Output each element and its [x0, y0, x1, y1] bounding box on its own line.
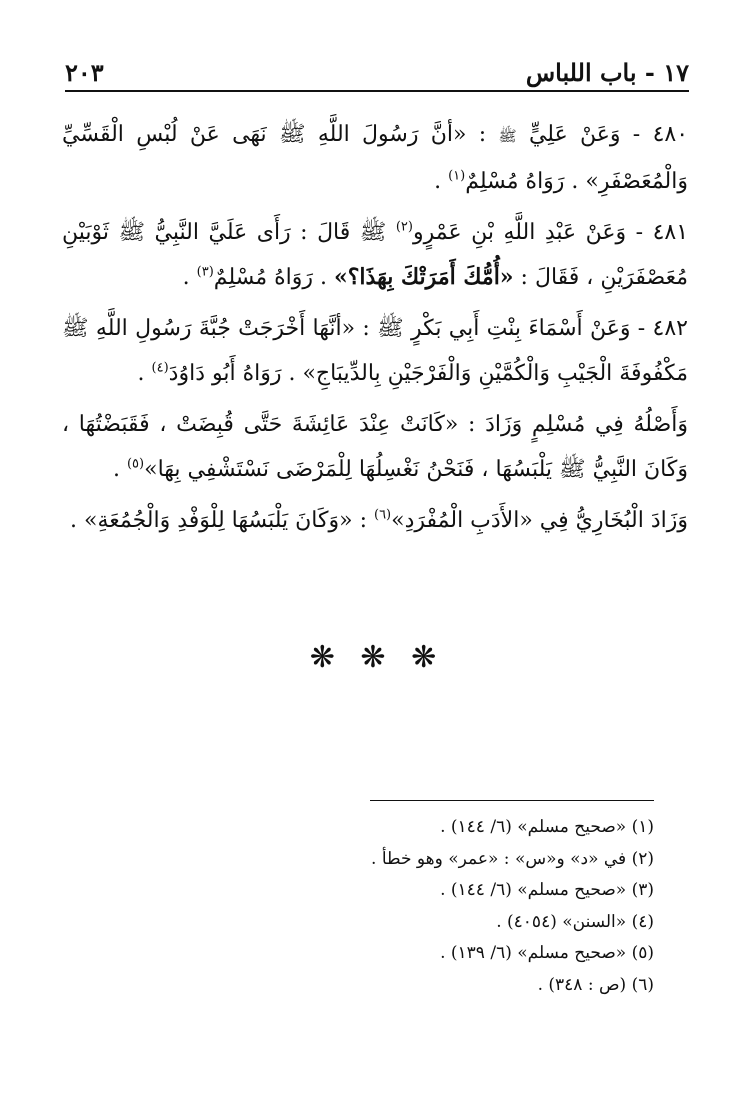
hadith-intro: - وَعَنْ عَبْدِ اللَّهِ بْنِ عَمْرٍو	[412, 220, 653, 245]
hadith-intro: - وَعَنْ أَسْمَاءَ بِنْتِ أَبِي بَكْرٍ ﷺ :	[355, 316, 653, 341]
hadith-text: «أنَّهَا أَخْرَجَتْ جُبَّةَ رَسُولِ اللَّهِ ﷺ مَكْفُوفَةَ الْجَيْبِ وَالْكُمَّيْنِ وَالْفَرْجَيْنِ بِالدِّيبَاجِ» . رَوَاهُ أَبُو دَاوُدَ	[62, 316, 688, 386]
page-number: ٢٠٣	[65, 58, 104, 87]
hadith-end: .	[434, 169, 449, 194]
footnote-ref[interactable]: (٣)	[196, 264, 214, 280]
paragraph-after: : «وَكَانَ يَلْبَسُهَا لِلْوَفْدِ وَالْجُمُعَةِ» .	[70, 508, 374, 533]
footnote-ref[interactable]: (١)	[448, 168, 466, 184]
paragraph-text: وَأَصْلُهُ فِي مُسْلِمٍ وَزَادَ : «كَانَتْ عِنْدَ عَائِشَةَ حَتَّى قُبِضَتْ ، فَقَبَضْتُهَا ، وَكَانَ النَّبِيُّ ﷺ يَلْبَسُهَا ، فَنَحْنُ نَغْسِلُهَا لِلْمَرْضَى نَسْتَشْفِي بِهَا»	[62, 412, 688, 482]
paragraph-text: وَزَادَ الْبُخَارِيُّ فِي «الأَدَبِ الْمُفْرَدِ»	[391, 508, 688, 533]
paragraph-bukhari	[62, 498, 688, 543]
hadith-end: .	[182, 265, 197, 290]
footnote-rule	[370, 800, 654, 801]
hadith-number: ٤٨١	[652, 220, 689, 245]
hadith-number: ٤٨٠	[652, 122, 689, 147]
honorific-seal-icon: ﷺ	[498, 127, 517, 145]
hadith-number: ٤٨٢	[652, 316, 688, 341]
hadith-intro: - وَعَنْ عَلِيٍّ	[516, 122, 653, 147]
header-rule	[65, 90, 689, 92]
footnote-3: (٣) «صحيح مسلم» (٦/ ١٤٤) .	[440, 880, 654, 900]
paragraph-asl	[62, 402, 688, 492]
footnote-ref[interactable]: (٢)	[395, 219, 413, 235]
hadith-text: : «أنَّ رَسُولَ اللَّهِ ﷺ نَهَى عَنْ لُبْسِ الْقَسِّيِّ وَالْمُعَصْفَرِ» . رَوَاهُ مُسْلِمٌ	[62, 122, 688, 194]
main-text	[62, 112, 688, 549]
chapter-title: ١٧ - باب اللباس	[525, 58, 689, 87]
footnote-6: (٦) (ص : ٣٤٨) .	[537, 974, 654, 995]
footnotes	[234, 812, 654, 1001]
footnote-ref[interactable]: (٥)	[126, 456, 145, 472]
hadith-end: .	[137, 361, 152, 386]
footnote-ref[interactable]: (٦)	[373, 507, 392, 523]
section-separator: ❋ ❋ ❋	[309, 640, 445, 675]
footnote-4: (٤) «السنن» (٤٠٥٤) .	[496, 911, 654, 932]
running-header	[65, 58, 689, 92]
hadith-481	[62, 210, 688, 300]
paragraph-end: .	[112, 457, 127, 482]
hadith-480	[62, 112, 688, 204]
footnote-5: (٥) «صحيح مسلم» (٦/ ١٣٩) .	[440, 943, 654, 963]
footnote-1: (١) «صحيح مسلم» (٦/ ١٤٤) .	[440, 817, 654, 837]
hadith-source: . رَوَاهُ مُسْلِمٌ	[213, 265, 334, 290]
footnote-2: (٢) في «د» و«س» : «عمر» وهو خطأ .	[371, 848, 654, 869]
hadith-482	[62, 306, 688, 396]
footnote-ref[interactable]: (٤)	[151, 360, 169, 376]
hadith-text: ﷺ قَالَ : رَأَى عَلَيَّ النَّبِيُّ ﷺ ثَوْبَيْنِ مُعَصْفَرَيْنِ ، فَقَالَ :	[62, 220, 688, 290]
hadith-quote: «أُمُّكَ أَمَرَتْكَ بِهَذَا؟»	[334, 264, 514, 290]
